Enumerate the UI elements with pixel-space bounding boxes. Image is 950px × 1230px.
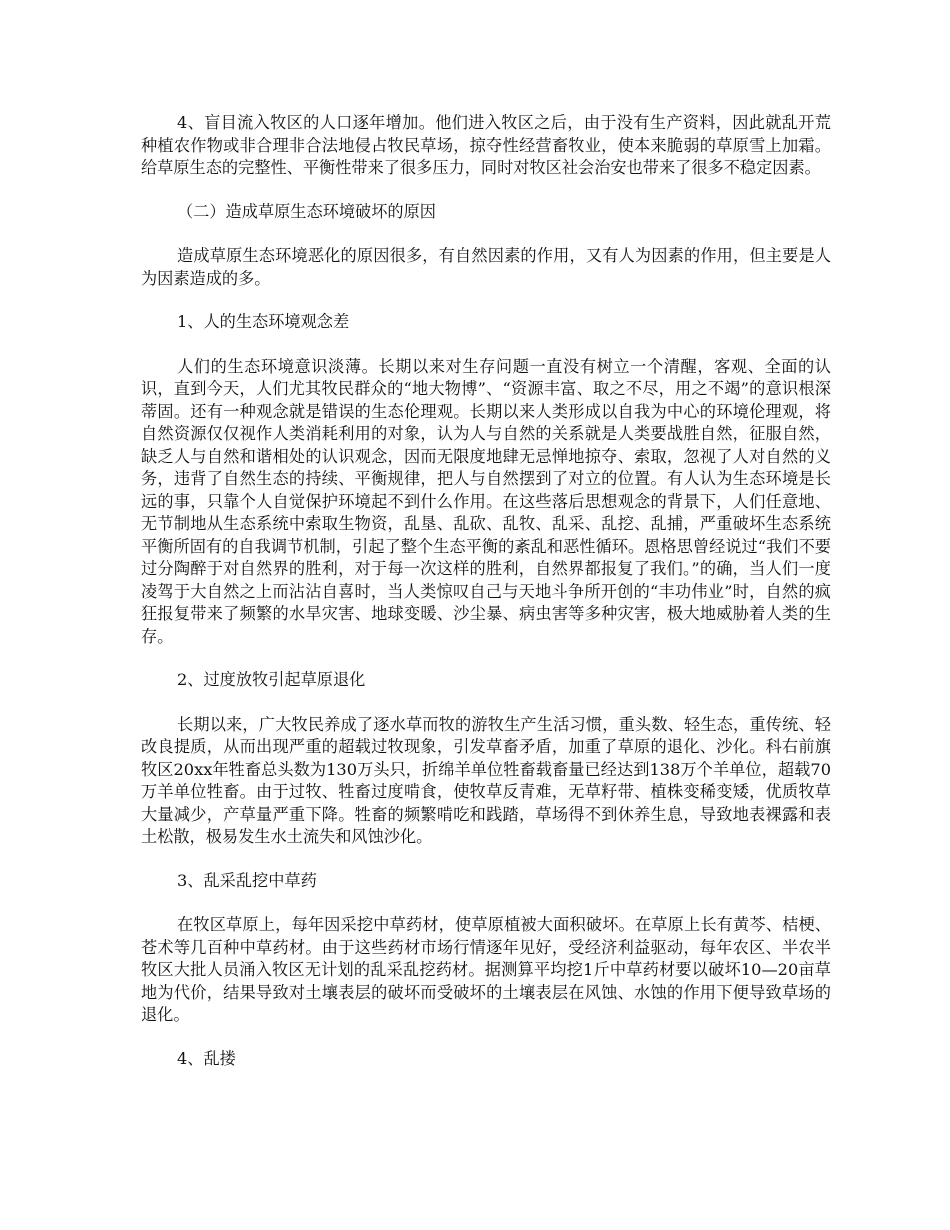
paragraph-herb-digging: 在牧区草原上，每年因采挖中草药材，使草原植被大面积破坏。在草原上长有黄芩、桔梗、苍术等几百种中草药材。由于这些药材市场行情逐年见好，受经济利益驱动，每年农区、半农半牧区大批人员涌入牧区无计划的乱采乱挖药材。据测算平均挖1斤中草药材要以破坏10—20亩草地为代价，结果导致对土壤表层的破坏而受破坏的土壤表层在风蚀、水蚀的作用下便导致草场的退化。 xyxy=(141,915,831,1024)
paragraph-causes-intro: 造成草原生态环境恶化的原因很多，有自然因素的作用，又有人为因素的作用，但主要是人为因素造成的多。 xyxy=(141,246,831,288)
subheading-ecological-awareness: 1、人的生态环境观念差 xyxy=(177,312,350,331)
paragraph-overgrazing: 长期以来，广大牧民养成了逐水草而牧的游牧生产生活习惯，重头数、轻生态，重传统、轻改良提质，从而出现严重的超载过牧现象，引发草畜矛盾，加重了草原的退化、沙化。科右前旗牧区20xx年牲畜总头数为130万头只，折绵羊单位牲畜载畜量已经达到138万个羊单位，超载70万羊单位牲畜。由于过牧、牲畜过度啃食，使牧草反青难，无草籽带、植株变稀变矮，优质牧草大量减少，产草量严重下降。牲畜的频繁啃吃和践踏，草场得不到休养生息，导致地表裸露和表土松散，极易发生水土流失和风蚀沙化。 xyxy=(141,714,831,846)
subheading-raking: 4、乱搂 xyxy=(177,1048,236,1068)
subheading-overgrazing: 2、过度放牧引起草原退化 xyxy=(177,670,366,689)
subheading-herb-digging: 3、乱采乱挖中草药 xyxy=(177,870,317,890)
paragraph-population-influx: 4、盲目流入牧区的人口逐年增加。他们进入牧区之后，由于没有生产资料，因此就乱开荒种植农作物或非合理非合法地侵占牧民草场，掠夺性经营畜牧业，使本来脆弱的草原雪上加霜。给草原生态的完整性、平衡性带来了很多压力，同时对牧区社会治安也带来了很多不稳定因素。 xyxy=(141,113,831,177)
document-body xyxy=(141,112,831,1092)
section-heading-causes: （二）造成草原生态环境破坏的原因 xyxy=(177,201,436,221)
paragraph-ecological-awareness: 人们的生态环境意识淡薄。长期以来对生存问题一直没有树立一个清醒，客观、全面的认识，直到今天，人们尤其牧民群众的“地大物博”、“资源丰富、取之不尽，用之不竭”的意识根深蒂固。还有一种观念就是错误的生态伦理观。长期以来人类形成以自我为中心的环境伦理观，将自然资源仅仅视作人类消耗利用的对象，认为人与自然的关系就是人类要战胜自然，征服自然，缺乏人与自然和谐相处的认识观念，因而无限度地肆无忌惮地掠夺、索取，忽视了人对自然的义务，违背了自然生态的持续、平衡规律，把人与自然摆到了对立的位置。有人认为生态环境是长远的事，只靠个人自觉保护环境起不到什么作用。在这些落后思想观念的背景下，人们任意地、无节制地从生态系统中索取生物资，乱垦、乱砍、乱牧、乱采、乱挖、乱捕，严重破坏生态系统平衡所固有的自我调节机制，引起了整个生态平衡的紊乱和恶性循环。恩格思曾经说过“我们不要过分陶醉于对自然界的胜利，对于每一次这样的胜利，自然界都报复了我们。”的确，当人们一度凌驾于大自然之上而沾沾自喜时，当人类惊叹自己与天地斗争所开创的“丰功伟业”时，自然的疯狂报复带来了频繁的水旱灾害、地球变暖、沙尘暴、病虫害等多种灾害，极大地威胁着人类的生存。 xyxy=(141,356,831,646)
